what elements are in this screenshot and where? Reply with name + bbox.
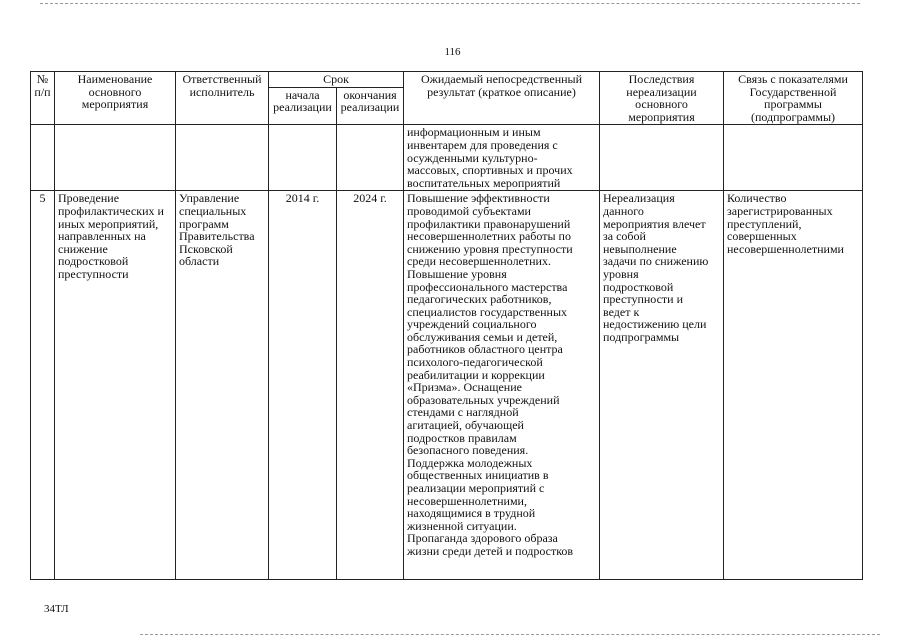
row5-num: 5 [31, 191, 55, 580]
cont-term-start [269, 125, 337, 191]
scan-edge-bottom [140, 634, 880, 635]
row5-term-end: 2024 г. [337, 191, 404, 580]
header-name: Наименование основного мероприятия [55, 72, 176, 125]
cont-num [31, 125, 55, 191]
table-row-5 [31, 191, 863, 580]
row5-link: Количество зарегистрированных преступлений, совершенных несовершеннолетними [724, 191, 863, 580]
row5-name: Проведение профилактических и иных мероприятий, направленных на снижение подростковой преступности [55, 191, 176, 580]
page-number: 116 [444, 46, 461, 58]
header-link: Связь с показателями Государственной программы (подпрограммы) [724, 72, 863, 125]
row5-executor: Управление специальных программ Правительства Псковской области [176, 191, 269, 580]
header-result: Ожидаемый непосредственный результат (краткое описание) [404, 72, 600, 125]
cont-link [724, 125, 863, 191]
row5-consequences: Нереализация данного мероприятия влечет за собой невыполнение задачи по снижению уровня подростковой преступности и ведет к недостижению цели подпрограммы [600, 191, 724, 580]
header-row-1 [31, 72, 863, 88]
header-term-end: окончания реализации [337, 87, 404, 125]
cont-result: информационным и иным инвентарем для проведения с осужденными культурно- массовых, спортивных и прочих воспитательных мероприятий [404, 125, 600, 191]
header-term-start: начала реализации [269, 87, 337, 125]
footer-code: 34ТЛ [44, 603, 69, 615]
cont-name [55, 125, 176, 191]
header-executor: Ответственный исполнитель [176, 72, 269, 125]
header-term: Срок [269, 72, 404, 88]
cont-term-end [337, 125, 404, 191]
table-row-continuation [31, 125, 863, 191]
scan-edge-top [40, 3, 860, 4]
row5-result: Повышение эффективности проводимой субъектами профилактики правонарушений несовершеннолетних работы по снижению уровня преступности среди несовершеннолетних. Повышение уровня профессионального мастерства педагогических работников, специалистов государственных учреждений социального обслуживания семьи и детей, работников областного центра психолого-педагогической реабилитации и коррекции «Призма». Оснащение образовательных учреждений стендами с наглядной агитацией, обучающей подростков правилам безопасного поведения. Поддержка молодежных общественных инициатив в реализации мероприятий с несовершеннолетними, находящимися в трудной жизненной ситуации. Пропаганда здорового образа жизни среди детей и подростков [404, 191, 600, 580]
row5-term-start: 2014 г. [269, 191, 337, 580]
measures-table [30, 71, 863, 580]
header-consequences: Последствия нереализации основного мероприятия [600, 72, 724, 125]
header-num: № п/п [31, 72, 55, 125]
cont-executor [176, 125, 269, 191]
cont-consequences [600, 125, 724, 191]
